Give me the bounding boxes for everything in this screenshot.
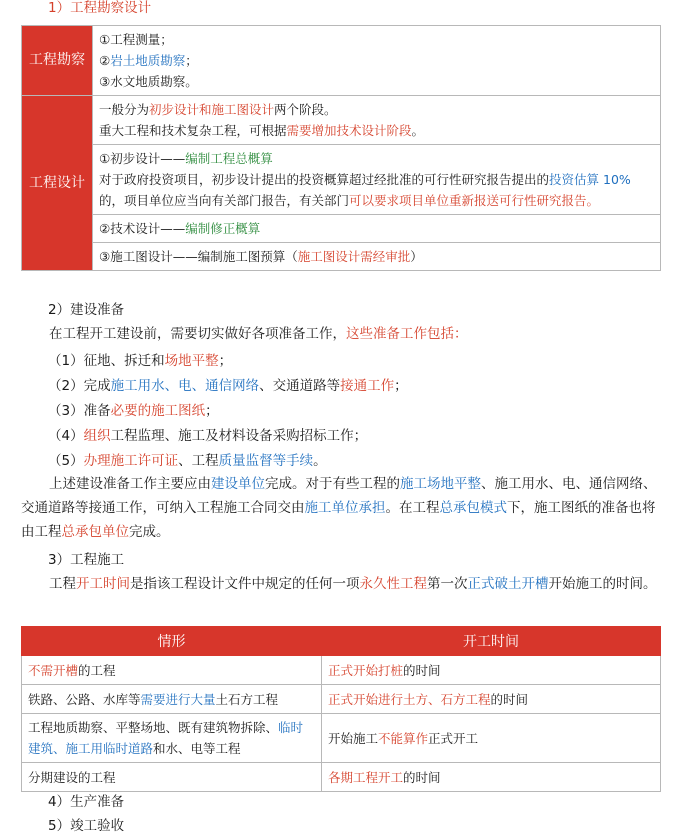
section-2-summary: 上述建设准备工作主要应由建设单位完成。对于有些工程的施工场地平整、施工用水、电、通信网络、交通道路等接通工作，可纳入工程施工合同交由施工单位承担。在工程总承包模式下，施工图纸的准备也将由工程总承包单位完成。: [21, 476, 657, 540]
row-3-situation: 工程地质勘察、平整场地、既有建筑物拆除、临时建筑、施工用临时道路和水、电等工程: [22, 714, 322, 763]
table-row: [22, 656, 661, 685]
prep-item-5: （5）办理施工许可证、工程质量监督等手续。: [48, 453, 327, 469]
section-3-title: 3）工程施工: [48, 552, 125, 568]
header-situation: 情形: [22, 627, 322, 656]
survey-design-table: [21, 25, 661, 271]
preliminary-design: [93, 145, 661, 215]
preliminary-title: ①初步设计——编制工程总概算: [99, 151, 273, 166]
survey-item-3: ③水文地质勘察。: [99, 74, 198, 89]
section-2-title: 2）建设准备: [48, 302, 125, 318]
prep-item-1: （1）征地、拆迁和场地平整；: [48, 353, 233, 369]
technical-design: ②技术设计——编制修正概算: [93, 215, 661, 243]
design-overview: [93, 96, 661, 145]
design-line-2: 重大工程和技术复杂工程，可根据需要增加技术设计阶段。: [99, 123, 425, 138]
prep-item-3: （3）准备必要的施工图纸；: [48, 403, 219, 419]
section-2-intro: 在工程开工建设前，需要切实做好各项准备工作，这些准备工作包括：: [49, 326, 468, 342]
survey-item-1: ①工程测量；: [99, 32, 173, 47]
table-row: [22, 685, 661, 714]
section-3-desc: 工程开工时间是指该工程设计文件中规定的任何一项永久性工程第一次正式破土开槽开始施工的时间。: [49, 576, 657, 592]
header-start-time: 开工时间: [322, 627, 661, 656]
table-row: [22, 763, 661, 792]
table-row: [22, 714, 661, 763]
section-1-title: 1）工程勘察设计: [48, 0, 152, 16]
start-time-table: [21, 626, 661, 792]
row-1-situation: 不需开槽的工程: [22, 656, 322, 685]
design-head: 工程设计: [22, 96, 93, 271]
survey-items: [93, 26, 661, 96]
prep-item-2: （2）完成施工用水、电、通信网络、交通道路等接通工作；: [48, 378, 408, 394]
construction-drawing-design: ③施工图设计——编制施工图预算（施工图设计需经审批）: [93, 243, 661, 271]
row-4-start: 各期工程开工的时间: [322, 763, 661, 792]
row-2-start: 正式开始进行土方、石方工程的时间: [322, 685, 661, 714]
preliminary-desc: 对于政府投资项目，初步设计提出的投资概算超过经批准的可行性研究报告提出的投资估算 10%的，项目单位应当向有关部门报告，有关部门可以要求项目单位重新报送可行性研究报告。: [99, 172, 631, 208]
survey-item-2: ②岩土地质勘察；: [99, 53, 198, 68]
section-4-title: 4）生产准备: [48, 794, 125, 810]
survey-head: 工程勘察: [22, 26, 93, 96]
row-3-start: 开始施工不能算作正式开工: [322, 714, 661, 763]
design-line-1: 一般分为初步设计和施工图设计两个阶段。: [99, 102, 337, 117]
section-5-title: 5）竣工验收: [48, 818, 125, 834]
row-1-start: 正式开始打桩的时间: [322, 656, 661, 685]
row-2-situation: 铁路、公路、水库等需要进行大量土石方工程: [22, 685, 322, 714]
prep-item-4: （4）组织工程监理、施工及材料设备采购招标工作；: [48, 428, 368, 444]
row-4-situation: 分期建设的工程: [22, 763, 322, 792]
